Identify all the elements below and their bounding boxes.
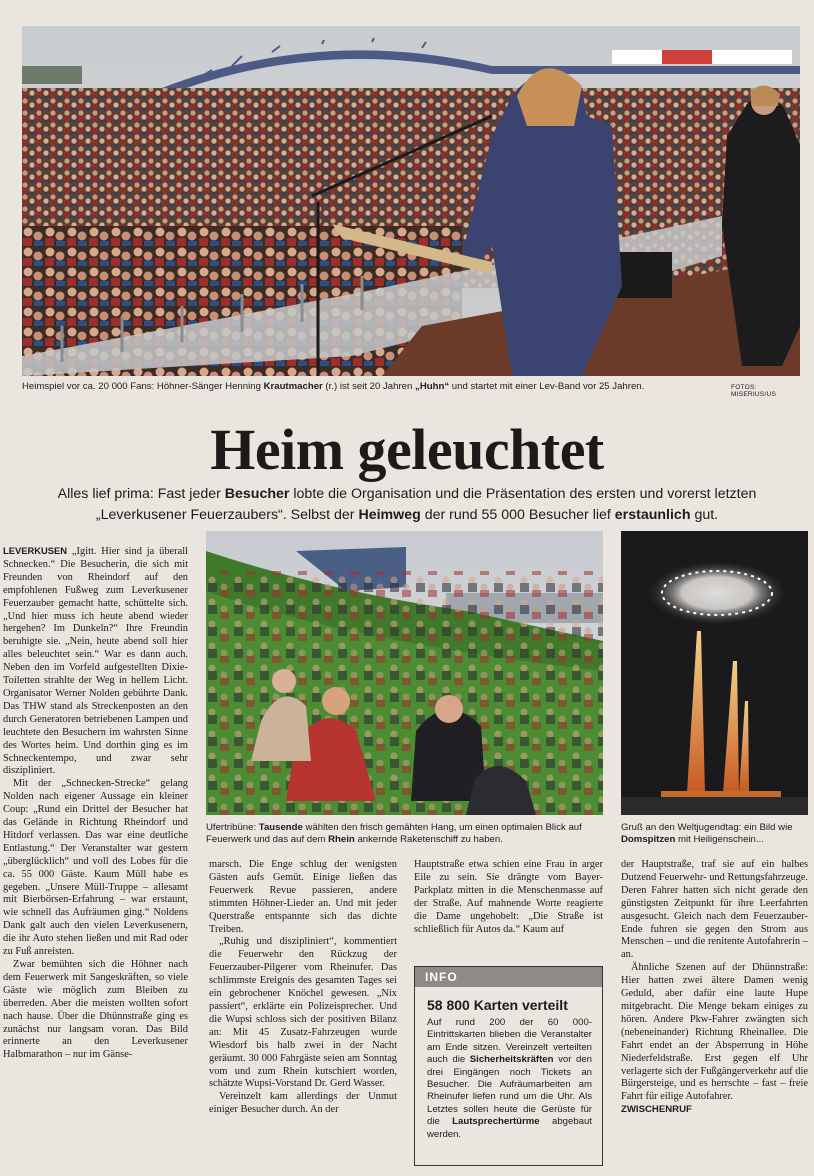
column-signature: ZWISCHENRUF	[621, 1104, 692, 1116]
fireworks-photo-frame	[621, 531, 808, 815]
hillside-photo-caption	[206, 822, 603, 846]
subheadline	[50, 484, 764, 525]
info-box-title: 58 800 Karten verteilt	[427, 997, 568, 1013]
caption-text: und startet mit einer Lev-Band vor 25 Jahren.	[449, 381, 645, 392]
paragraph	[3, 545, 188, 778]
hillside-photo	[206, 531, 603, 815]
caption-nickname: „Huhn“	[415, 381, 450, 392]
paragraph: Vereinzelt kam allerdings der Unmut einiger Besucher durch. An der	[209, 1091, 397, 1116]
subhead-keyword: Besucher	[224, 486, 290, 502]
info-box-tag: INFO	[415, 967, 602, 987]
caption-text: ankernde Raketenschiff zu haben.	[354, 834, 503, 845]
dateline: LEVERKUSEN	[3, 545, 68, 556]
subhead-keyword: Heimweg	[358, 506, 421, 523]
paragraph: marsch. Die Enge schlug der wenigsten Gästen aufs Gemüt. Einige ließen das Feuerwerk Revue passieren, andere stimmten Höhner-Lieder an. Und mit jeder Querstraße entspannte sich das dichte Treiben.	[209, 859, 397, 935]
paragraph: Hauptstraße etwa schien eine Frau in arger Eile zu sein. Sie drängte vom Bayer-Parkplatz mitten in die Menschenmasse auf der Straße. Auf mahnende Worte reagierte die Dame ungehobelt: „Die Straße ist schließlich für Autos da.“ Kaum auf	[414, 859, 603, 935]
paragraph: Mit der „Schnecken-Strecke“ gelang Nolden nach eigener Aussage ein kleiner Coup: „Rund ein Drittel der Besucher hat das Gelände in Richtung Rheindorf und Hitdorf verlassen. Das war eine deutliche Entlastung.“ Der Veranstalter war gestern „überglücklich“ und voll des Lobes für die ca. 55 000 Gäste. Kaum Müll habe es gegeben. „Unsere Müll-Truppe – allesamt mit Bierbörsen-Erfahrung – war erstaunt, wie schnell das Aufräumen ging.“ Noldens Dank galt auch den vielen Leverkusenern, die ihr Auto stehen ließen und mit Rad oder zu Fuß anreisten.	[3, 778, 188, 958]
subhead-text: der rund 55 000 Besucher lief	[420, 506, 615, 523]
article-column-3	[414, 859, 603, 959]
photo-credit: FOTOS: MISERIUS/US	[731, 384, 777, 398]
caption-keyword: Domspitzen	[621, 834, 676, 845]
caption-keyword: Rhein	[328, 834, 355, 845]
fireworks-photo-caption	[621, 822, 808, 846]
concert-crowd-photo	[22, 26, 800, 376]
concert-photo-caption	[22, 381, 712, 393]
caption-text: (r.) ist seit 20 Jahren	[322, 381, 416, 392]
paragraph: der Hauptstraße, traf sie auf ein halbes Dutzend Feuerwehr- und Rettungsfahrzeuge. Deren Fahrer hatten sich nicht gerade den günstigsten Zeitpunkt für ihre Leerfahrten ausgesucht. Gleich nach dem Feuerzauber-Ende fuhren sie gegen den Strom aus Menschen – und die renitente Autofahrerin – an.	[621, 859, 808, 961]
caption-name: Krautmacher	[263, 381, 323, 392]
subhead-text: lobte die Organisation und die Präsentation des ersten und vorerst letzten „Leverkusener Feuerzaubers“. Selbst der	[95, 486, 757, 523]
paragraph: Zwar bemühten sich die Höhner nach dem Feuerwerk mit Sangeskräften, so viele Gäste wie möglich zum Bleiben zu überreden. Aber die meisten wollten sofort nach hause. Über die Dhünnstraße ging es zunächst nur langsam voran. Das Bild erinnerte an den Leverkusener Halbmarathon – nur im Gänse-	[3, 959, 188, 1061]
paragraph-text: „Igitt. Hier sind ja überall Schnecken.“ Die Besucherin, die sich mit Freunden von Rheindorf auf den empfohlenen Fußweg zum Leverkusener Feuerzauber gemacht hatte, schüttelte sich. „Und hier muss ich heute abend wieder hergehen? Im Dunkeln?“ Ihre Freundin beruhigte sie. „Nein, heute abend soll hier alles beleuchtet sein.“ War es dann auch. Neben den im Vorfeld aufgestellten Dixie-Toiletten strahlte der Weg in hellem Licht. Organisator Werner Nolden gebührte Dank. Das THW stand als Streckenposten an den durch Generatoren betriebenen Lampen und leuchtete den Besuchern im wahrsten Sinne des Wortes heim. Und dorthin ging es im Schneckentempo, und zwar sehr diszipliniert.	[3, 546, 188, 777]
caption-text: Gruß an den Weltjugendtag: ein Bild wie	[621, 822, 793, 833]
info-box-text	[415, 1017, 602, 1141]
caption-text: Ufertribüne:	[206, 822, 259, 833]
paragraph: Ähnliche Szenen auf der Dhünnstraße: Hier hatten zwei ältere Damen wenig Geduld, aber dafür eine laute Hupe mitgebracht. Die Menge bekam einiges zu hören. Andere Pkw-Fahrer zwängten sich (nebeneinander) Richtung Rheinallee. Die Fahrt endet an der Absperrung in Höhe Niederfeldstraße. Erst gegen elf Uhr verlagerte sich der Fußgängerverkehr auf die Bürgersteige, und es herrschte – fast – freie Fahrt für eilige Autofahrer.	[621, 962, 808, 1103]
hillside-crowd-photo	[206, 531, 603, 815]
headline: Heim geleuchtet	[210, 417, 604, 482]
caption-text: Heimspiel vor ca. 20 000 Fans: Höhner-Sänger Henning	[22, 381, 264, 392]
article-column-4	[621, 859, 808, 1173]
subhead-text: gut.	[690, 506, 719, 523]
caption-text: mit Heiligenschein...	[675, 834, 764, 845]
fireworks-photo	[621, 531, 808, 815]
caption-text: wählten den frisch gemähten Hang, um einen optimalen Blick auf Feuerwerk und das auf dem	[206, 822, 582, 845]
paragraph: „Ruhig und diszipliniert“, kommentiert die Feuerwehr den Rückzug der Feuerzauber-Pilgerer vom Rheinufer. Das schlimmste Ereignis des gesamten Tages sei ein gebrochener Knöchel gewesen. „Nix passiert“, erklärte ein Polizeisprecher. Und die Wupsi schloss sich der positiven Bilanz an: Mit 45 Zusatz-Fahrzeugen wurde Wiesdorf bis halb zwei in der Nacht geräumt. 30 000 Fahrgäste seien am Sonntag vom und zum Rhein kutschiert worden, schätzte Wupsi-Vorstand Dr. Gerd Wasser.	[209, 936, 397, 1090]
info-text: abgebaut werden.	[427, 1116, 592, 1140]
caption-keyword: Tausende	[258, 822, 303, 833]
info-text: vor den drei Eingängen noch Tickets an Besucher. Die Aufräumarbeiten am Rheinufer liefen rund um die Uhr. Als Letztes sollen heute die Gerüste für die	[427, 1054, 593, 1128]
info-keyword: Lautsprechertürme	[452, 1116, 540, 1128]
info-box	[414, 966, 603, 1166]
subhead-text: Alles lief prima: Fast jeder	[57, 486, 225, 502]
article-column-1	[3, 545, 188, 1173]
article-column-2	[209, 859, 397, 1173]
info-keyword: Sicherheitskräften	[469, 1054, 554, 1066]
concert-photo	[22, 26, 800, 376]
subhead-keyword: erstaunlich	[614, 506, 691, 523]
info-text: Auf rund 200 der 60 000-Eintrittskarten blieben die Veranstalter am Ende sitzen. Vereinzelt verteilten auch die	[427, 1017, 592, 1066]
